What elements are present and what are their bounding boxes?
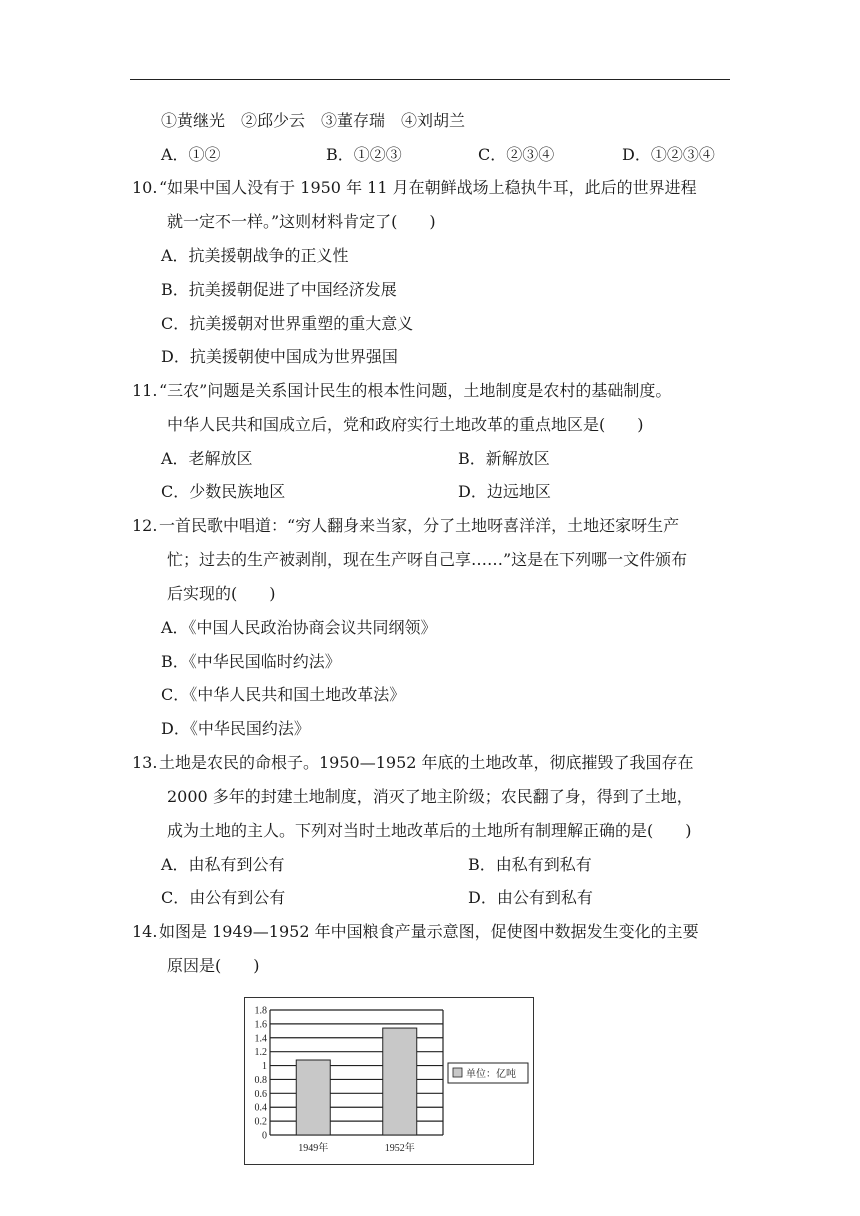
y-tick-label: 0.2 (254, 1116, 267, 1128)
y-tick-label: 1 (262, 1061, 267, 1073)
q14-number: 14. (132, 922, 158, 941)
q9-option-d[interactable]: D．①②③④ (622, 145, 715, 164)
q14-stem-line1: 如图是 1949—1952 年中国粮食产量示意图，促使图中数据发生变化的主要 (159, 922, 699, 941)
y-tick-label: 0.8 (254, 1074, 267, 1086)
grain-output-chart (244, 997, 534, 1165)
y-tick-label: 0 (262, 1130, 267, 1142)
q10-option-b[interactable]: B．抗美援朝促进了中国经济发展 (161, 280, 397, 299)
q12-stem-line1: 一首民歌中唱道：“穷人翻身来当家，分了土地呀喜洋洋，土地还家呀生产 (159, 516, 680, 535)
q13-number: 13. (132, 753, 158, 772)
legend-swatch (453, 1068, 462, 1077)
y-tick-label: 1.6 (254, 1019, 267, 1031)
q10-stem-line2: 就一定不一样。”这则材料肯定了( ) (167, 212, 436, 231)
bar (296, 1060, 330, 1135)
q13-option-b[interactable]: B．由私有到私有 (468, 855, 592, 874)
q12-option-b[interactable]: B．《中华民国临时约法》 (161, 652, 341, 671)
q12-stem-line3: 后实现的( ) (167, 584, 276, 603)
q12-option-a[interactable]: A．《中国人民政治协商会议共同纲领》 (161, 618, 437, 637)
y-tick-label: 1.4 (254, 1033, 267, 1045)
q10-number: 10. (132, 178, 158, 197)
q12-number: 12. (132, 516, 158, 535)
bar (383, 1028, 417, 1135)
q9-option-a[interactable]: A．①② (161, 145, 221, 164)
q10-option-c[interactable]: C．抗美援朝对世界重塑的重大意义 (161, 314, 414, 333)
q13-stem-line2: 2000 多年的封建土地制度，消灭了地主阶级；农民翻了身，得到了土地， (167, 787, 693, 806)
q10-option-d[interactable]: D．抗美援朝使中国成为世界强国 (161, 347, 398, 366)
y-tick-label: 1.2 (254, 1047, 267, 1059)
y-tick-label: 0.4 (254, 1102, 267, 1114)
x-tick-label: 1952年 (384, 1143, 415, 1154)
q12-option-d[interactable]: D．《中华民国约法》 (161, 719, 310, 738)
q11-option-b[interactable]: B．新解放区 (458, 449, 550, 468)
q9-names: ①黄继光 ②邱少云 ③董存瑞 ④刘胡兰 (161, 111, 466, 130)
q14-stem-line2: 原因是( ) (167, 956, 260, 975)
q11-option-c[interactable]: C．少数民族地区 (161, 482, 286, 501)
legend-label: 单位：亿吨 (466, 1069, 516, 1080)
q13-stem-line3: 成为土地的主人。下列对当时土地改革后的土地所有制理解正确的是( ) (167, 821, 692, 840)
q13-stem-line1: 土地是农民的命根子。1950—1952 年底的土地改革，彻底摧毁了我国存在 (159, 753, 694, 772)
q13-option-a[interactable]: A．由私有到公有 (161, 855, 285, 874)
q11-option-a[interactable]: A．老解放区 (161, 449, 253, 468)
q11-option-d[interactable]: D．边远地区 (458, 482, 551, 501)
q9-option-c[interactable]: C．②③④ (478, 145, 555, 164)
x-tick-label: 1949年 (298, 1143, 329, 1154)
q12-option-c[interactable]: C．《中华人民共和国土地改革法》 (161, 685, 406, 704)
q11-number: 11. (132, 381, 158, 400)
q9-option-b[interactable]: B．①②③ (326, 145, 402, 164)
y-tick-label: 1.8 (254, 1005, 267, 1017)
y-tick-label: 0.6 (254, 1088, 267, 1100)
q13-option-d[interactable]: D．由公有到私有 (468, 888, 593, 907)
top-rule (130, 79, 730, 80)
q13-option-c[interactable]: C．由公有到公有 (161, 888, 286, 907)
q11-stem-line1: “三农”问题是关系国计民生的根本性问题，土地制度是农村的基础制度。 (159, 381, 672, 400)
q10-stem-line1: “如果中国人没有于 1950 年 11 月在朝鲜战场上稳执牛耳，此后的世界进程 (159, 178, 697, 197)
q12-stem-line2: 忙；过去的生产被剥削，现在生产呀自己享……”这是在下列哪一文件颁布 (167, 550, 688, 569)
q10-option-a[interactable]: A．抗美援朝战争的正义性 (161, 246, 349, 265)
q11-stem-line2: 中华人民共和国成立后，党和政府实行土地改革的重点地区是( ) (167, 415, 644, 434)
chart-canvas (245, 998, 532, 1163)
